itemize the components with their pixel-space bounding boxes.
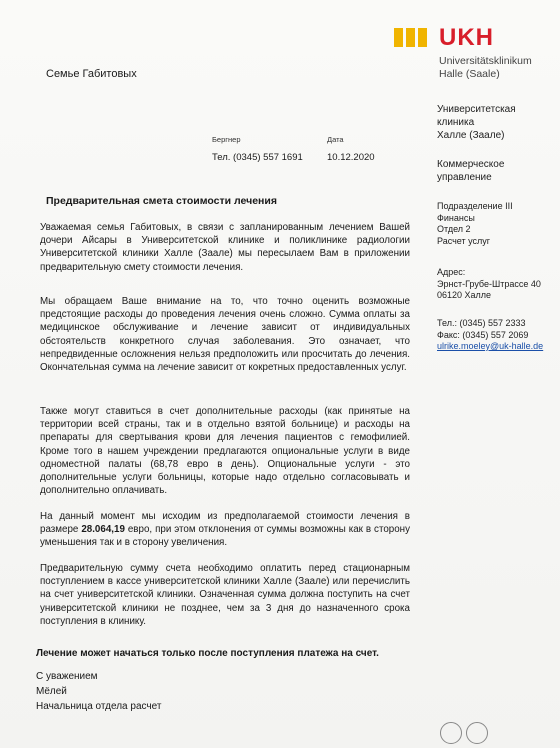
dept-line: Коммерческое xyxy=(437,159,505,170)
letter-date: 10.12.2020 xyxy=(327,152,375,163)
payment-notice: Лечение может начаться только после поступления платежа на счет. xyxy=(36,648,379,659)
sender-name: Бергнер xyxy=(212,135,241,144)
seal-icon xyxy=(466,722,488,744)
sidebar-contact xyxy=(437,318,543,353)
p4-text-before: На данный момент мы исходим из предполагаемой стоимости лечения в размере xyxy=(40,511,410,536)
date-label: Дата xyxy=(327,135,344,144)
subdivision-line: Расчет услуг xyxy=(437,235,491,246)
sidebar-org xyxy=(437,103,516,142)
paragraph-5: Предварительную сумму счета необходимо оплатить перед стационарным поступлением в кассе университетской клиники Халле (Заале) или перечислить на счет университетской клиники. Означенная сумма должна поступить на счет университетской клиники не позднее, чем за 3 дня до назначенного срока поступления в клинику. xyxy=(40,563,410,627)
logo-subtitle-line1: Universitätsklinikum xyxy=(439,55,532,67)
signer-title: Начальница отдела расчет xyxy=(36,701,162,712)
signer-name: Мёлей xyxy=(36,686,67,697)
paragraph-3: Также могут ставиться в счет дополнительные расходы (как принятые на территории всей страны, так и в отдельно взятой больнице) и расходы на препараты для свертывания крови для лечения пациентов с гемофилией. Кроме того в нашем учреждении предлагаются опциональные услуги в виде одноместной палаты (68,78 евро в день). Опциональные услуги - это дополнительные услуги больницы, которые надо отдельно согласовывать и дополнительно оплачивать. xyxy=(40,406,410,497)
address-line: 06120 Халле xyxy=(437,290,492,300)
subdivision-line: Подразделение III xyxy=(437,201,513,211)
sidebar-dept xyxy=(437,158,504,184)
paragraph-2: Мы обращаем Ваше внимание на то, что точно оценить возможные предстоящие расходы до проведения лечения очень сложно. Сумма оплаты за медицинское обслуживание и лечение зависит от индивидуальных обстоятельств конкретного случая заболевания. Это означает, что непредвиденные осложнения нельзя предположить или просчитать до лечения. Окончательная сумма на лечение зависит от кокретных предоставленных услуг. xyxy=(40,296,410,374)
contact-fax: Факс: (0345) 557 2069 xyxy=(437,329,529,340)
address-label: Адрес: xyxy=(437,267,466,277)
contact-email-link[interactable]: ulrike.moeley@uk-halle.de xyxy=(437,341,544,351)
sender-phone: Тел. (0345) 557 1691 xyxy=(212,152,303,163)
contact-phone: Тел.: (0345) 557 2333 xyxy=(437,318,526,328)
org-line: Университетская xyxy=(437,104,516,115)
estimated-amount: 28.064,19 xyxy=(81,524,125,536)
dept-line: управление xyxy=(437,172,492,183)
addressee: Семье Габитовых xyxy=(46,68,137,80)
p4-text-after: евро, при этом отклонения от суммы возможны как в сторону уменьшения так и в сторону увеличения. xyxy=(40,524,410,549)
letter-subject: Предварительная смета стоимости лечения xyxy=(46,195,277,207)
subdivision-line: Отдел 2 xyxy=(437,224,471,234)
closing-regards: С уважением xyxy=(36,671,98,682)
logo-subtitle-line2: Halle (Saale) xyxy=(439,68,500,80)
subdivision-line: Финансы xyxy=(437,212,475,223)
paragraph-4 xyxy=(40,510,410,550)
org-line: клиника xyxy=(437,117,475,128)
logo-bars-icon xyxy=(394,28,430,52)
ukh-logo xyxy=(394,24,544,84)
address-line: Эрнст-Грубе-Штрассе 40 xyxy=(437,278,541,289)
paragraph-1: Уважаемая семья Габитовых, в связи с запланированным лечением Вашей дочери Айсары в Университетской клинике и поликлинике радиологии Университетской клиники Халле (Заале) мы пересылаем Вам в приложении предварительную смету стоимости лечения. xyxy=(40,222,410,273)
logo-text: UKH xyxy=(439,24,494,51)
sidebar-subdivision xyxy=(437,201,513,247)
org-line: Халле (Заале) xyxy=(437,130,505,141)
sidebar-address xyxy=(437,267,541,302)
seal-icon xyxy=(440,722,462,744)
